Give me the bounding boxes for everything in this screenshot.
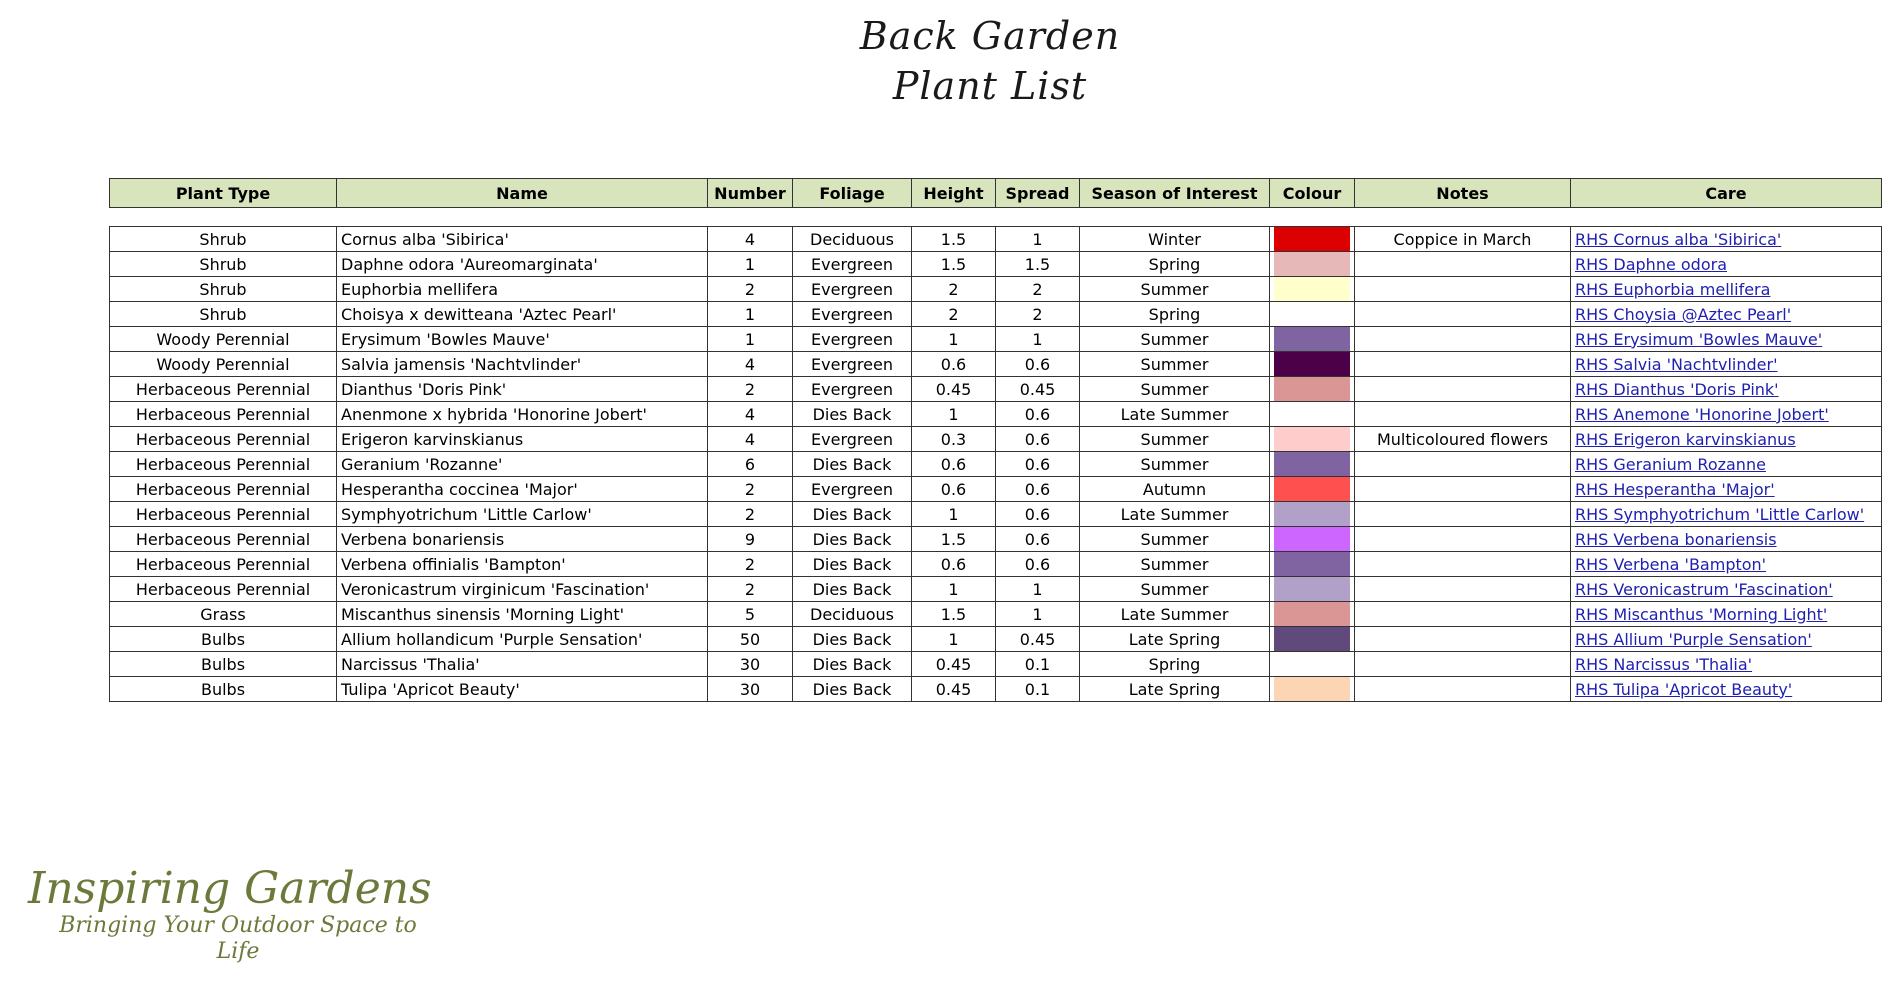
cell-spread: 0.45 bbox=[996, 377, 1080, 402]
cell-season: Spring bbox=[1080, 302, 1270, 327]
cell-care-link bbox=[1571, 577, 1882, 602]
care-link[interactable]: RHS Veronicastrum 'Fascination' bbox=[1575, 579, 1833, 599]
care-link[interactable]: RHS Erysimum 'Bowles Mauve' bbox=[1575, 329, 1823, 349]
cell-name: Geranium 'Rozanne' bbox=[337, 452, 708, 477]
colour-swatch bbox=[1274, 227, 1350, 251]
cell-colour-swatch bbox=[1270, 302, 1355, 327]
table-row bbox=[110, 577, 1882, 602]
colour-swatch bbox=[1274, 477, 1350, 501]
cell-season: Summer bbox=[1080, 327, 1270, 352]
care-link[interactable]: RHS Verbena 'Bampton' bbox=[1575, 554, 1767, 574]
cell-season: Summer bbox=[1080, 552, 1270, 577]
cell-height: 0.3 bbox=[912, 427, 996, 452]
header-care: Care bbox=[1571, 179, 1882, 208]
cell-name: Salvia jamensis 'Nachtvlinder' bbox=[337, 352, 708, 377]
cell-name: Daphne odora 'Aureomarginata' bbox=[337, 252, 708, 277]
cell-name: Allium hollandicum 'Purple Sensation' bbox=[337, 627, 708, 652]
cell-notes bbox=[1355, 302, 1571, 327]
cell-number: 2 bbox=[708, 277, 793, 302]
cell-foliage: Evergreen bbox=[793, 252, 912, 277]
cell-height: 1.5 bbox=[912, 252, 996, 277]
cell-height: 0.6 bbox=[912, 352, 996, 377]
cell-height: 1.5 bbox=[912, 602, 996, 627]
cell-spread: 2 bbox=[996, 277, 1080, 302]
cell-colour-swatch bbox=[1270, 602, 1355, 627]
care-link[interactable]: RHS Dianthus 'Doris Pink' bbox=[1575, 379, 1779, 399]
cell-height: 0.45 bbox=[912, 677, 996, 702]
care-link[interactable]: RHS Allium 'Purple Sensation' bbox=[1575, 629, 1812, 649]
cell-height: 1 bbox=[912, 402, 996, 427]
header-season: Season of Interest bbox=[1080, 179, 1270, 208]
cell-care-link bbox=[1571, 427, 1882, 452]
cell-season: Summer bbox=[1080, 452, 1270, 477]
cell-foliage: Dies Back bbox=[793, 577, 912, 602]
colour-swatch bbox=[1274, 427, 1350, 451]
cell-height: 0.45 bbox=[912, 377, 996, 402]
cell-season: Summer bbox=[1080, 527, 1270, 552]
care-link[interactable]: RHS Hesperantha 'Major' bbox=[1575, 479, 1775, 499]
cell-colour-swatch bbox=[1270, 552, 1355, 577]
cell-notes bbox=[1355, 477, 1571, 502]
cell-season: Summer bbox=[1080, 352, 1270, 377]
cell-colour-swatch bbox=[1270, 352, 1355, 377]
cell-care-link bbox=[1571, 652, 1882, 677]
cell-care-link bbox=[1571, 327, 1882, 352]
cell-number: 50 bbox=[708, 627, 793, 652]
cell-number: 30 bbox=[708, 677, 793, 702]
cell-care-link bbox=[1571, 402, 1882, 427]
cell-care-link bbox=[1571, 502, 1882, 527]
care-link[interactable]: RHS Choysia @Aztec Pearl' bbox=[1575, 304, 1792, 324]
cell-plant-type: Herbaceous Perennial bbox=[110, 377, 337, 402]
care-link[interactable]: RHS Daphne odora bbox=[1575, 254, 1727, 274]
cell-foliage: Dies Back bbox=[793, 552, 912, 577]
cell-colour-swatch bbox=[1270, 252, 1355, 277]
table-row bbox=[110, 627, 1882, 652]
cell-foliage: Evergreen bbox=[793, 327, 912, 352]
cell-care-link bbox=[1571, 627, 1882, 652]
table-row bbox=[110, 402, 1882, 427]
cell-care-link bbox=[1571, 677, 1882, 702]
cell-name: Erysimum 'Bowles Mauve' bbox=[337, 327, 708, 352]
cell-number: 1 bbox=[708, 302, 793, 327]
cell-colour-swatch bbox=[1270, 502, 1355, 527]
cell-spread: 0.6 bbox=[996, 402, 1080, 427]
cell-spread: 0.6 bbox=[996, 427, 1080, 452]
cell-notes bbox=[1355, 327, 1571, 352]
cell-care-link bbox=[1571, 552, 1882, 577]
page-subtitle: Plant List bbox=[892, 64, 1088, 108]
care-link[interactable]: RHS Erigeron karvinskianus bbox=[1575, 429, 1796, 449]
colour-swatch bbox=[1274, 377, 1350, 401]
cell-plant-type: Herbaceous Perennial bbox=[110, 427, 337, 452]
colour-swatch bbox=[1274, 252, 1350, 276]
care-link[interactable]: RHS Euphorbia mellifera bbox=[1575, 279, 1771, 299]
cell-spread: 0.1 bbox=[996, 652, 1080, 677]
colour-swatch bbox=[1274, 452, 1350, 476]
care-link[interactable]: RHS Symphyotrichum 'Little Carlow' bbox=[1575, 504, 1865, 524]
cell-height: 1 bbox=[912, 577, 996, 602]
header-colour: Colour bbox=[1270, 179, 1355, 208]
cell-notes bbox=[1355, 627, 1571, 652]
cell-colour-swatch bbox=[1270, 427, 1355, 452]
table-row bbox=[110, 277, 1882, 302]
table-row bbox=[110, 227, 1882, 252]
page-title: Back Garden bbox=[859, 14, 1121, 58]
cell-foliage: Dies Back bbox=[793, 677, 912, 702]
cell-plant-type: Bulbs bbox=[110, 677, 337, 702]
cell-season: Late Spring bbox=[1080, 627, 1270, 652]
table-row bbox=[110, 252, 1882, 277]
header-height: Height bbox=[912, 179, 996, 208]
cell-colour-swatch bbox=[1270, 327, 1355, 352]
table-row bbox=[110, 527, 1882, 552]
cell-plant-type: Bulbs bbox=[110, 627, 337, 652]
table-row bbox=[110, 302, 1882, 327]
table-row bbox=[110, 502, 1882, 527]
cell-plant-type: Shrub bbox=[110, 277, 337, 302]
care-link[interactable]: RHS Narcissus 'Thalia' bbox=[1575, 654, 1753, 674]
cell-season: Summer bbox=[1080, 427, 1270, 452]
cell-name: Tulipa 'Apricot Beauty' bbox=[337, 677, 708, 702]
cell-notes bbox=[1355, 377, 1571, 402]
cell-number: 2 bbox=[708, 477, 793, 502]
cell-number: 30 bbox=[708, 652, 793, 677]
cell-height: 0.6 bbox=[912, 452, 996, 477]
header-spread: Spread bbox=[996, 179, 1080, 208]
cell-colour-swatch bbox=[1270, 477, 1355, 502]
cell-foliage: Evergreen bbox=[793, 477, 912, 502]
header-notes: Notes bbox=[1355, 179, 1571, 208]
cell-spread: 0.6 bbox=[996, 502, 1080, 527]
cell-colour-swatch bbox=[1270, 452, 1355, 477]
table-header-row bbox=[110, 179, 1882, 208]
colour-swatch bbox=[1274, 352, 1350, 376]
colour-swatch bbox=[1274, 527, 1350, 551]
cell-notes bbox=[1355, 552, 1571, 577]
header-foliage: Foliage bbox=[793, 179, 912, 208]
care-link[interactable]: RHS Miscanthus 'Morning Light' bbox=[1575, 604, 1828, 624]
cell-name: Verbena bonariensis bbox=[337, 527, 708, 552]
table-row bbox=[110, 352, 1882, 377]
cell-foliage: Evergreen bbox=[793, 352, 912, 377]
cell-plant-type: Herbaceous Perennial bbox=[110, 452, 337, 477]
cell-colour-swatch bbox=[1270, 627, 1355, 652]
care-link[interactable]: RHS Anemone 'Honorine Jobert' bbox=[1575, 404, 1829, 424]
cell-spread: 0.1 bbox=[996, 677, 1080, 702]
cell-number: 5 bbox=[708, 602, 793, 627]
cell-name: Verbena offinialis 'Bampton' bbox=[337, 552, 708, 577]
cell-notes bbox=[1355, 527, 1571, 552]
cell-foliage: Dies Back bbox=[793, 452, 912, 477]
cell-name: Dianthus 'Doris Pink' bbox=[337, 377, 708, 402]
cell-foliage: Dies Back bbox=[793, 402, 912, 427]
cell-notes bbox=[1355, 402, 1571, 427]
cell-name: Euphorbia mellifera bbox=[337, 277, 708, 302]
cell-height: 1 bbox=[912, 627, 996, 652]
cell-plant-type: Shrub bbox=[110, 252, 337, 277]
header-name: Name bbox=[337, 179, 708, 208]
cell-plant-type: Herbaceous Perennial bbox=[110, 402, 337, 427]
cell-height: 2 bbox=[912, 277, 996, 302]
company-logo bbox=[28, 865, 448, 965]
colour-swatch bbox=[1274, 577, 1350, 601]
cell-foliage: Evergreen bbox=[793, 302, 912, 327]
cell-foliage: Deciduous bbox=[793, 227, 912, 252]
cell-name: Symphyotrichum 'Little Carlow' bbox=[337, 502, 708, 527]
care-link[interactable]: RHS Geranium Rozanne bbox=[1575, 454, 1766, 474]
table-row bbox=[110, 377, 1882, 402]
colour-swatch bbox=[1274, 277, 1350, 301]
plant-list-table bbox=[109, 178, 1882, 702]
cell-name: Veronicastrum virginicum 'Fascination' bbox=[337, 577, 708, 602]
table-row bbox=[110, 477, 1882, 502]
cell-colour-swatch bbox=[1270, 577, 1355, 602]
cell-number: 2 bbox=[708, 502, 793, 527]
cell-spread: 0.6 bbox=[996, 527, 1080, 552]
header-number: Number bbox=[708, 179, 793, 208]
cell-care-link bbox=[1571, 452, 1882, 477]
colour-swatch bbox=[1274, 327, 1350, 351]
table-row bbox=[110, 452, 1882, 477]
cell-height: 0.6 bbox=[912, 477, 996, 502]
cell-colour-swatch bbox=[1270, 652, 1355, 677]
table-row bbox=[110, 327, 1882, 352]
cell-plant-type: Herbaceous Perennial bbox=[110, 502, 337, 527]
cell-spread: 0.45 bbox=[996, 627, 1080, 652]
cell-name: Hesperantha coccinea 'Major' bbox=[337, 477, 708, 502]
cell-spread: 1 bbox=[996, 327, 1080, 352]
cell-number: 6 bbox=[708, 452, 793, 477]
care-link[interactable]: RHS Verbena bonariensis bbox=[1575, 529, 1777, 549]
colour-swatch bbox=[1274, 552, 1350, 576]
cell-notes bbox=[1355, 602, 1571, 627]
cell-number: 2 bbox=[708, 577, 793, 602]
cell-spread: 1 bbox=[996, 577, 1080, 602]
cell-foliage: Dies Back bbox=[793, 502, 912, 527]
cell-season: Late Spring bbox=[1080, 677, 1270, 702]
header-plant-type: Plant Type bbox=[110, 179, 337, 208]
cell-name: Cornus alba 'Sibirica' bbox=[337, 227, 708, 252]
cell-colour-swatch bbox=[1270, 227, 1355, 252]
cell-number: 2 bbox=[708, 552, 793, 577]
logo-tagline: Bringing Your Outdoor Space to Life bbox=[59, 913, 417, 964]
cell-name: Narcissus 'Thalia' bbox=[337, 652, 708, 677]
spacer-row bbox=[110, 208, 1882, 227]
cell-spread: 2 bbox=[996, 302, 1080, 327]
cell-notes bbox=[1355, 352, 1571, 377]
cell-foliage: Evergreen bbox=[793, 377, 912, 402]
cell-plant-type: Woody Perennial bbox=[110, 327, 337, 352]
cell-height: 0.45 bbox=[912, 652, 996, 677]
cell-season: Summer bbox=[1080, 577, 1270, 602]
cell-foliage: Dies Back bbox=[793, 527, 912, 552]
cell-care-link bbox=[1571, 527, 1882, 552]
colour-swatch bbox=[1274, 302, 1350, 326]
cell-number: 2 bbox=[708, 377, 793, 402]
cell-plant-type: Herbaceous Perennial bbox=[110, 577, 337, 602]
cell-notes bbox=[1355, 652, 1571, 677]
colour-swatch bbox=[1274, 602, 1350, 626]
cell-care-link bbox=[1571, 377, 1882, 402]
cell-height: 1 bbox=[912, 327, 996, 352]
table-row bbox=[110, 602, 1882, 627]
cell-foliage: Deciduous bbox=[793, 602, 912, 627]
cell-name: Erigeron karvinskianus bbox=[337, 427, 708, 452]
cell-height: 1.5 bbox=[912, 227, 996, 252]
cell-spread: 0.6 bbox=[996, 452, 1080, 477]
cell-colour-swatch bbox=[1270, 377, 1355, 402]
colour-swatch bbox=[1274, 677, 1350, 701]
cell-spread: 0.6 bbox=[996, 477, 1080, 502]
cell-foliage: Evergreen bbox=[793, 427, 912, 452]
cell-care-link bbox=[1571, 302, 1882, 327]
cell-spread: 1 bbox=[996, 227, 1080, 252]
cell-foliage: Evergreen bbox=[793, 277, 912, 302]
cell-height: 0.6 bbox=[912, 552, 996, 577]
cell-spread: 1 bbox=[996, 602, 1080, 627]
cell-foliage: Dies Back bbox=[793, 652, 912, 677]
cell-care-link bbox=[1571, 252, 1882, 277]
colour-swatch bbox=[1274, 627, 1350, 651]
cell-care-link bbox=[1571, 477, 1882, 502]
cell-number: 1 bbox=[708, 327, 793, 352]
cell-season: Late Summer bbox=[1080, 402, 1270, 427]
cell-plant-type: Bulbs bbox=[110, 652, 337, 677]
cell-number: 4 bbox=[708, 427, 793, 452]
cell-number: 4 bbox=[708, 227, 793, 252]
cell-spread: 0.6 bbox=[996, 552, 1080, 577]
cell-season: Late Summer bbox=[1080, 602, 1270, 627]
logo-name: Inspiring Gardens bbox=[28, 863, 432, 914]
cell-notes bbox=[1355, 252, 1571, 277]
colour-swatch bbox=[1274, 502, 1350, 526]
cell-care-link bbox=[1571, 352, 1882, 377]
cell-height: 1 bbox=[912, 502, 996, 527]
cell-foliage: Dies Back bbox=[793, 627, 912, 652]
cell-plant-type: Shrub bbox=[110, 302, 337, 327]
cell-notes bbox=[1355, 502, 1571, 527]
cell-notes bbox=[1355, 277, 1571, 302]
cell-season: Spring bbox=[1080, 652, 1270, 677]
cell-spread: 1.5 bbox=[996, 252, 1080, 277]
cell-colour-swatch bbox=[1270, 677, 1355, 702]
table-row bbox=[110, 552, 1882, 577]
colour-swatch bbox=[1274, 402, 1350, 426]
cell-notes: Coppice in March bbox=[1355, 227, 1571, 252]
cell-spread: 0.6 bbox=[996, 352, 1080, 377]
cell-notes: Multicoloured flowers bbox=[1355, 427, 1571, 452]
cell-number: 4 bbox=[708, 352, 793, 377]
cell-notes bbox=[1355, 677, 1571, 702]
cell-colour-swatch bbox=[1270, 277, 1355, 302]
care-link[interactable]: RHS Cornus alba 'Sibirica' bbox=[1575, 229, 1782, 249]
cell-care-link bbox=[1571, 277, 1882, 302]
cell-plant-type: Shrub bbox=[110, 227, 337, 252]
cell-number: 1 bbox=[708, 252, 793, 277]
table-row bbox=[110, 677, 1882, 702]
cell-season: Summer bbox=[1080, 377, 1270, 402]
cell-plant-type: Herbaceous Perennial bbox=[110, 477, 337, 502]
cell-notes bbox=[1355, 577, 1571, 602]
cell-care-link bbox=[1571, 602, 1882, 627]
colour-swatch bbox=[1274, 652, 1350, 676]
cell-name: Choisya x dewitteana 'Aztec Pearl' bbox=[337, 302, 708, 327]
cell-season: Winter bbox=[1080, 227, 1270, 252]
cell-colour-swatch bbox=[1270, 527, 1355, 552]
cell-number: 4 bbox=[708, 402, 793, 427]
cell-name: Miscanthus sinensis 'Morning Light' bbox=[337, 602, 708, 627]
care-link[interactable]: RHS Salvia 'Nachtvlinder' bbox=[1575, 354, 1778, 374]
cell-season: Autumn bbox=[1080, 477, 1270, 502]
cell-season: Spring bbox=[1080, 252, 1270, 277]
cell-plant-type: Herbaceous Perennial bbox=[110, 552, 337, 577]
cell-notes bbox=[1355, 452, 1571, 477]
cell-name: Anenmone x hybrida 'Honorine Jobert' bbox=[337, 402, 708, 427]
care-link[interactable]: RHS Tulipa 'Apricot Beauty' bbox=[1575, 679, 1793, 699]
table-row bbox=[110, 652, 1882, 677]
cell-plant-type: Grass bbox=[110, 602, 337, 627]
cell-season: Late Summer bbox=[1080, 502, 1270, 527]
cell-care-link bbox=[1571, 227, 1882, 252]
cell-plant-type: Woody Perennial bbox=[110, 352, 337, 377]
cell-season: Summer bbox=[1080, 277, 1270, 302]
cell-height: 1.5 bbox=[912, 527, 996, 552]
cell-colour-swatch bbox=[1270, 402, 1355, 427]
cell-plant-type: Herbaceous Perennial bbox=[110, 527, 337, 552]
table-row bbox=[110, 427, 1882, 452]
cell-number: 9 bbox=[708, 527, 793, 552]
cell-height: 2 bbox=[912, 302, 996, 327]
